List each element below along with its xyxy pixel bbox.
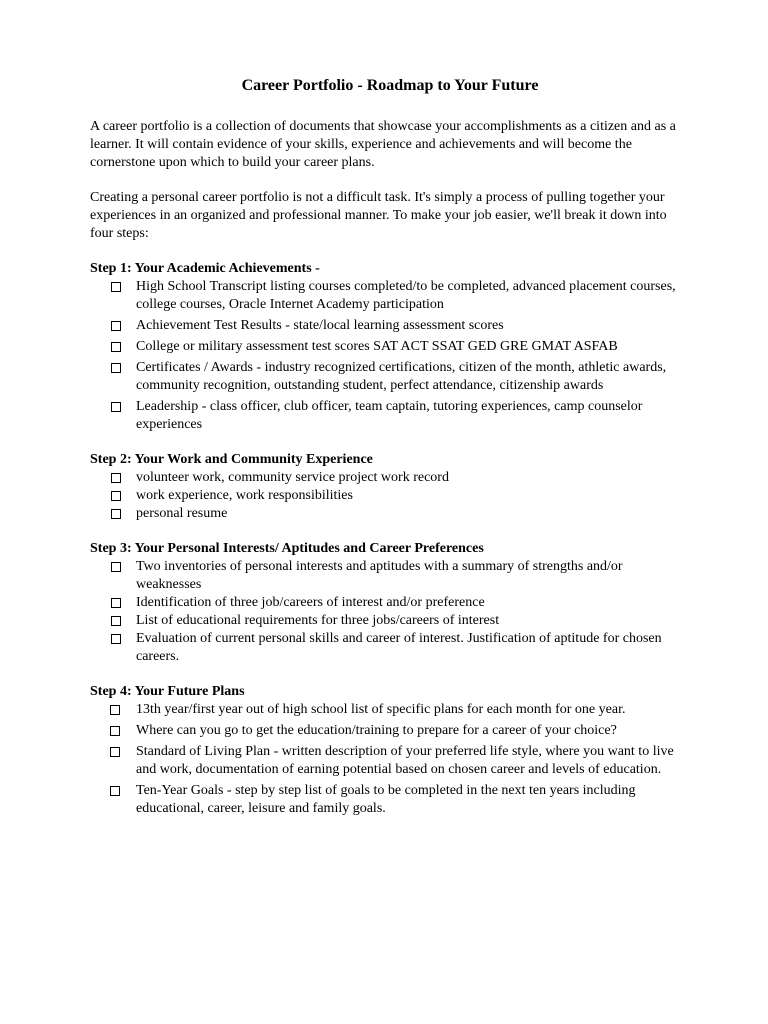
checkbox-icon — [110, 747, 120, 757]
checklist-item — [90, 594, 690, 612]
step-3-section — [90, 540, 690, 666]
checklist-item-text: Two inventories of personal interests and aptitudes with a summary of strengths and/or weaknesses — [136, 559, 623, 592]
checkbox-icon — [110, 786, 120, 796]
checkbox-icon — [111, 402, 121, 412]
checklist-item — [90, 701, 690, 719]
checklist-item-text: Leadership - class officer, club officer, team captain, tutoring experiences, camp counselor experiences — [136, 399, 643, 432]
step-2-heading: Step 2: Your Work and Community Experience — [90, 452, 373, 467]
step-3-heading: Step 3: Your Personal Interests/ Aptitudes and Career Preferences — [90, 541, 484, 556]
checklist-item — [90, 359, 690, 395]
checklist-item — [90, 505, 690, 523]
document-page — [90, 76, 690, 835]
checklist-item-text: Identification of three job/careers of interest and/or preference — [136, 595, 485, 610]
checklist-item — [90, 487, 690, 505]
checklist-item — [90, 398, 690, 434]
checklist-item-text: High School Transcript listing courses completed/to be completed, advanced placement courses, college courses, Oracle Internet Academy participation — [136, 279, 676, 312]
checkbox-icon — [111, 473, 121, 483]
checklist-item-text: List of educational requirements for three jobs/careers of interest — [136, 613, 500, 628]
checkbox-icon — [110, 705, 120, 715]
checkbox-icon — [111, 491, 121, 501]
document-title: Career Portfolio - Roadmap to Your Future — [241, 77, 539, 94]
checkbox-icon — [110, 726, 120, 736]
checklist-item — [90, 722, 690, 740]
checklist-item — [90, 278, 690, 314]
checklist-item — [90, 558, 690, 594]
checkbox-icon — [111, 634, 121, 644]
checkbox-icon — [111, 282, 121, 292]
checklist-item-text: 13th year/first year out of high school list of specific plans for each month for one year. — [136, 702, 626, 717]
step-2-checklist — [90, 469, 690, 523]
checkbox-icon — [111, 321, 121, 331]
intro-paragraph-2: Creating a personal career portfolio is not a difficult task. It's simply a process of pulling together your experiences in an organized and professional manner. To make your job easier, we'll break it down into four steps: — [90, 190, 667, 241]
checklist-item-text: Where can you go to get the education/training to prepare for a career of your choice? — [136, 723, 617, 738]
checklist-item-text: Ten-Year Goals - step by step list of goals to be completed in the next ten years including educational, career, leisure and family goals. — [136, 783, 636, 816]
checkbox-icon — [111, 363, 121, 373]
checklist-item-text: work experience, work responsibilities — [136, 488, 353, 503]
step-1-heading: Step 1: Your Academic Achievements - — [90, 261, 320, 276]
step-3-checklist — [90, 558, 690, 666]
checklist-item-text: volunteer work, community service project work record — [136, 470, 449, 485]
step-1-checklist — [90, 278, 690, 434]
step-1-section — [90, 260, 690, 434]
checkbox-icon — [111, 598, 121, 608]
checkbox-icon — [111, 616, 121, 626]
step-4-section — [90, 683, 690, 818]
checklist-item — [90, 338, 690, 356]
checklist-item — [90, 317, 690, 335]
checklist-item-text: personal resume — [136, 506, 228, 521]
checklist-item-text: Certificates / Awards - industry recognized certifications, citizen of the month, athletic awards, community recognition, outstanding student, perfect attendance, citizenship awards — [136, 360, 667, 393]
checkbox-icon — [111, 509, 121, 519]
checklist-item — [90, 630, 690, 666]
step-4-heading: Step 4: Your Future Plans — [90, 684, 245, 699]
checklist-item-text: Evaluation of current personal skills and career of interest. Justification of aptitude for chosen careers. — [136, 631, 662, 664]
checkbox-icon — [111, 342, 121, 352]
step-2-section — [90, 451, 690, 523]
checklist-item-text: Standard of Living Plan - written description of your preferred life style, where you want to live and work, documentation of earning potential based on chosen career and levels of education. — [136, 744, 674, 777]
checklist-item-text: College or military assessment test scores SAT ACT SSAT GED GRE GMAT ASFAB — [136, 339, 618, 354]
checkbox-icon — [111, 562, 121, 572]
checklist-item — [90, 782, 690, 818]
checklist-item — [90, 612, 690, 630]
checklist-item-text: Achievement Test Results - state/local learning assessment scores — [136, 318, 504, 333]
intro-paragraph-1: A career portfolio is a collection of documents that showcase your accomplishments as a citizen and as a learner. It will contain evidence of your skills, experience and achievements and will become the cornerstone upon which to build your career plans. — [90, 119, 676, 170]
checklist-item — [90, 469, 690, 487]
checklist-item — [90, 743, 690, 779]
step-4-checklist — [90, 701, 690, 818]
